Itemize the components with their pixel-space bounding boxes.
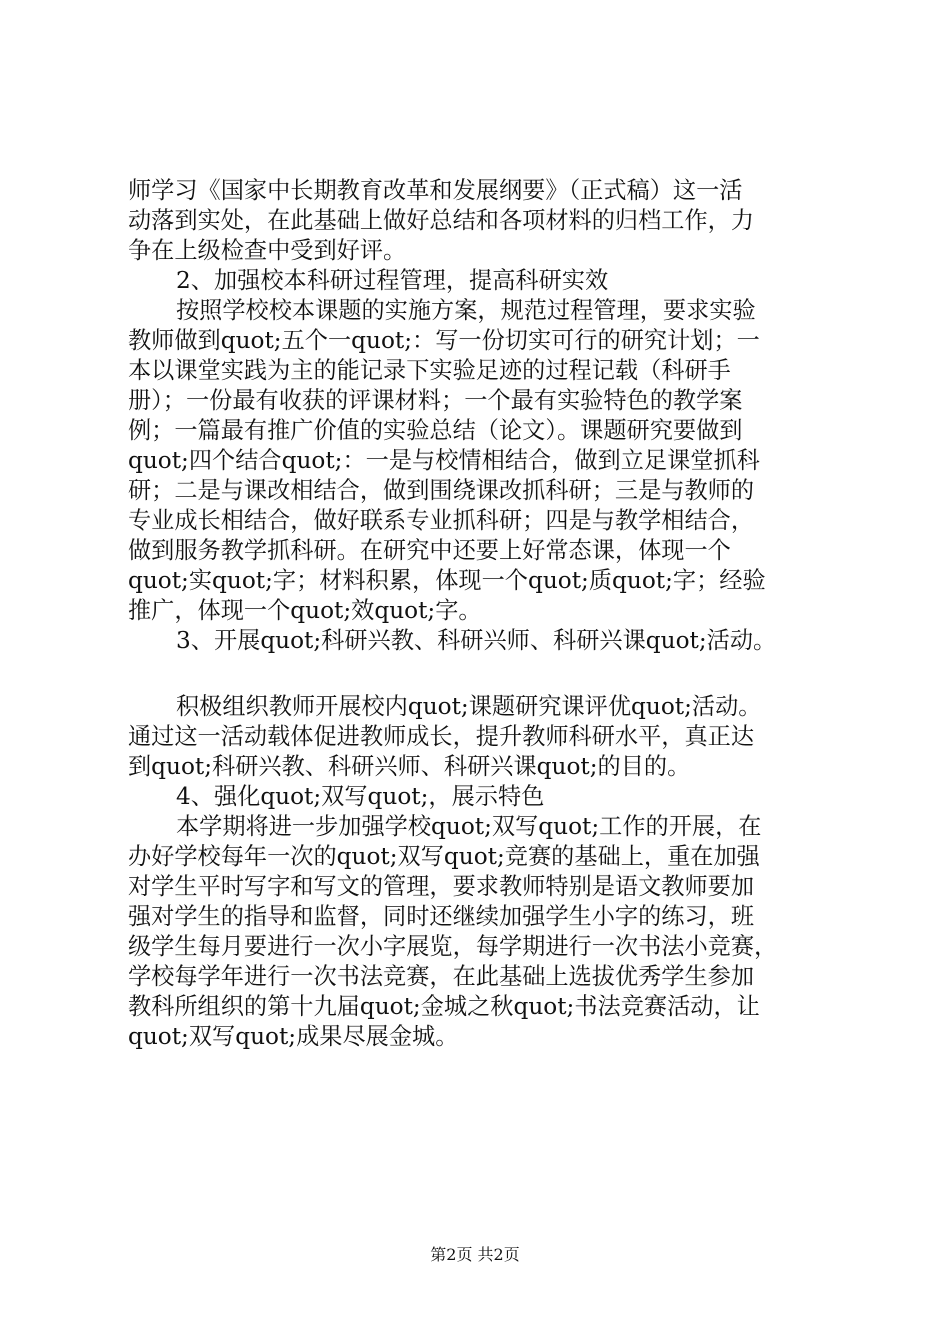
text-line: 强对学生的指导和监督，同时还继续加强学生小字的练习，班 xyxy=(128,903,755,930)
text-line: 级学生每月要进行一次小字展览，每学期进行一次书法小竞赛， xyxy=(128,933,778,960)
text-line: 教师做到quot;五个一quot;：写一份切实可行的研究计划；一 xyxy=(128,327,760,354)
text-line: 争在上级检查中受到好评。 xyxy=(128,237,407,264)
text-line: 例；一篇最有推广价值的实验总结（论文）。课题研究要做到 xyxy=(128,417,743,444)
text-line: 推广，体现一个quot;效quot;字。 xyxy=(128,597,482,624)
text-line: quot;双写quot;成果尽展金城。 xyxy=(128,1023,459,1050)
text-line: 到quot;科研兴教、科研兴师、科研兴课quot;的目的。 xyxy=(128,753,691,780)
text-line: 办好学校每年一次的quot;双写quot;竞赛的基础上，重在加强 xyxy=(128,843,760,870)
text-line: 做到服务教学抓科研。在研究中还要上好常态课，体现一个 xyxy=(128,537,731,564)
section-heading-3: 3、开展quot;科研兴教、科研兴师、科研兴课quot;活动。 xyxy=(176,627,777,654)
text-line: 专业成长相结合，做好联系专业抓科研；四是与教学相结合， xyxy=(128,507,755,534)
text-line: 册）；一份最有收获的评课材料；一个最有实验特色的教学案 xyxy=(128,387,743,414)
text-line: 通过这一活动载体促进教师成长，提升教师科研水平，真正达 xyxy=(128,723,755,750)
text-line: 按照学校校本课题的实施方案，规范过程管理，要求实验 xyxy=(176,297,756,324)
section-heading-4: 4、强化quot;双写quot;，展示特色 xyxy=(176,783,545,810)
text-line: quot;实quot;字；材料积累，体现一个quot;质quot;字；经验 xyxy=(128,567,766,594)
page-number-footer: 第2页 共2页 xyxy=(430,1245,520,1264)
text-line: 对学生平时写字和写文的管理，要求教师特别是语文教师要加 xyxy=(128,873,755,900)
text-line: 积极组织教师开展校内quot;课题研究课评优quot;活动。 xyxy=(176,693,762,720)
text-line: 本以课堂实践为主的能记录下实验足迹的过程记载（科研手 xyxy=(128,357,731,384)
text-line: 本学期将进一步加强学校quot;双写quot;工作的开展，在 xyxy=(176,813,762,840)
text-line: 学校每学年进行一次书法竞赛，在此基础上选拔优秀学生参加 xyxy=(128,963,755,990)
section-heading-2: 2、加强校本科研过程管理，提高科研实效 xyxy=(176,267,609,294)
text-line: 研；二是与课改相结合，做到围绕课改抓科研；三是与教师的 xyxy=(128,477,755,504)
text-line: 教科所组织的第十九届quot;金城之秋quot;书法竞赛活动，让 xyxy=(128,993,760,1020)
text-line: 动落到实处，在此基础上做好总结和各项材料的归档工作，力 xyxy=(128,207,755,234)
text-line: quot;四个结合quot;：一是与校情相结合，做到立足课堂抓科 xyxy=(128,447,760,474)
text-line: 师学习《国家中长期教育改革和发展纲要》（正式稿）这一活 xyxy=(128,177,743,204)
